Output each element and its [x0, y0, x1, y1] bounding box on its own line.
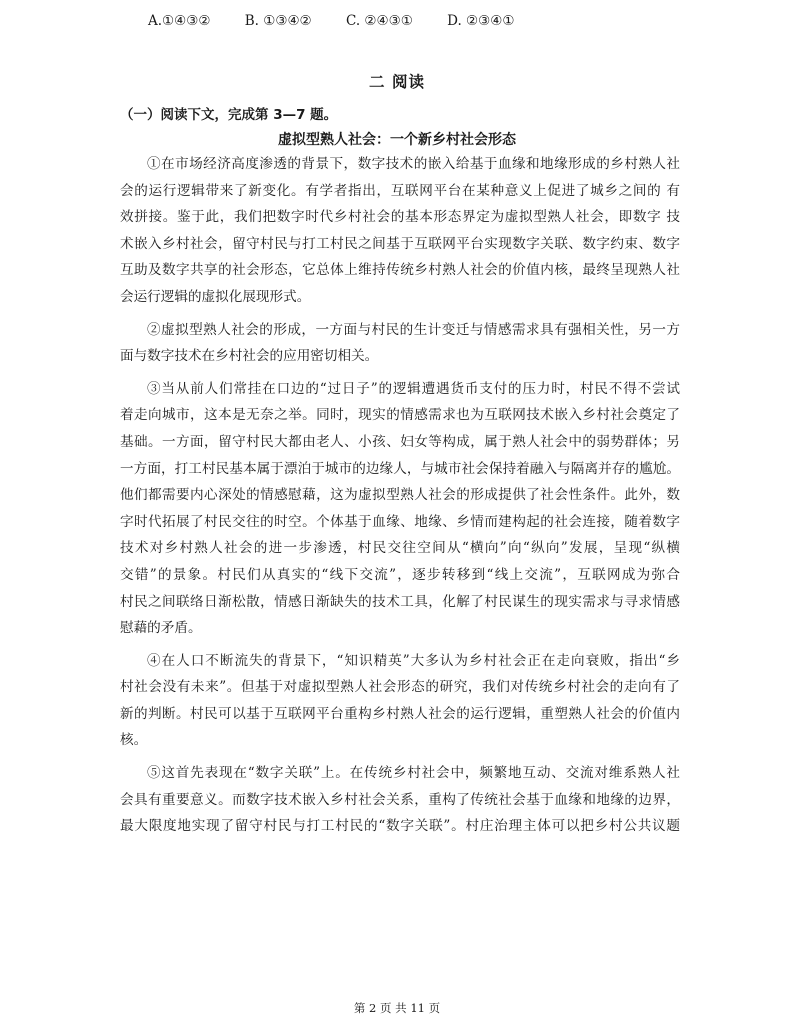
- paragraph-2: [120, 317, 680, 370]
- paragraph-line: 互助及数字共享的社会形态，它总体上维持传统乡村熟人社会的价值内核，最终呈现熟人社: [120, 262, 680, 279]
- article-title: 虚拟型熟人社会：一个新乡村社会形态: [278, 132, 516, 148]
- paragraph-line: 术嵌入乡村社会，留守村民与打工村民之间基于互联网平台实现数字关联、数字约束、数字: [120, 235, 680, 252]
- paragraph-line: 村社会没有未来”。但基于对虚拟型熟人社会形态的研究，我们对传统乡村社会的走向有了: [120, 679, 680, 696]
- section-title: 二 阅读: [369, 73, 425, 91]
- paragraph-4: [120, 648, 680, 754]
- paragraph-3: [120, 376, 680, 642]
- reading-instruction: （一）阅读下文，完成第 3—7 题。: [120, 107, 338, 123]
- paragraph-line: 着走向城市，这本是无奈之举。同时，现实的情感需求也为互联网技术嵌入乡村社会奠定了: [120, 407, 680, 424]
- option-c: C. ②④③①: [345, 13, 413, 29]
- paragraph-line: 基础。一方面，留守村民大都由老人、小孩、妇女等构成，属于熟人社会中的弱势群体；另: [120, 433, 680, 450]
- option-d: D. ②③④①: [447, 13, 515, 29]
- paragraph-1: [120, 151, 680, 311]
- paragraph-line: 慰藉的矛盾。: [120, 620, 202, 637]
- paragraph-line: ②虚拟型熟人社会的形成，一方面与村民的生计变迁与情感需求具有强相关性，另一方: [147, 321, 680, 338]
- paragraph-line: 一方面，打工村民基本属于漂泊于城市的边缘人，与城市社会保持着融入与隔离并存的尴尬。: [120, 460, 680, 477]
- paragraph-line: 村民之间联络日渐松散，情感日渐缺失的技术工具，化解了村民谋生的现实需求与寻求情感: [120, 593, 680, 610]
- paragraph-line: 面与数字技术在乡村社会的应用密切相关。: [120, 348, 379, 365]
- paragraph-line: 新的判断。村民可以基于互联网平台重构乡村熟人社会的运行逻辑，重塑熟人社会的价值内: [120, 705, 680, 722]
- paragraph-line: 会的运行逻辑带来了新变化。有学者指出，互联网平台在某种意义上促进了城乡之间的 有: [120, 182, 680, 199]
- paragraph-line: 核。: [120, 732, 148, 749]
- paragraph-line: 技术对乡村熟人社会的进一步渗透，村民交往空间从“横向”向“纵向”发展，呈现“纵横: [120, 540, 680, 557]
- page-footer: 第 2 页 共 11 页: [353, 1001, 441, 1015]
- paragraph-line: ①在市场经济高度渗透的背景下，数字技术的嵌入给基于血缘和地缘形成的乡村熟人社: [147, 156, 680, 172]
- option-b: B. ①③④②: [244, 13, 312, 29]
- article-body: [120, 151, 680, 840]
- paragraph-5: [120, 760, 680, 840]
- paragraph-line: ③当从前人们常挂在口边的“过日子”的逻辑遭遇货币支付的压力时，村民不得不尝试: [147, 380, 680, 397]
- paragraph-line: ⑤这首先表现在“数字关联”上。在传统乡村社会中，频繁地互动、交流对维系熟人社: [147, 765, 680, 782]
- paragraph-line: 效拼接。鉴于此，我们把数字时代乡村社会的基本形态界定为虚拟型熟人社会，即数字 技: [120, 209, 680, 226]
- paragraph-line: 最大限度地实现了留守村民与打工村民的“数字关联”。村庄治理主体可以把乡村公共议题: [120, 818, 680, 835]
- paragraph-line: 字时代拓展了村民交往的时空。个体基于血缘、地缘、乡情而建构起的社会连接，随着数字: [120, 513, 680, 530]
- paragraph-line: 他们都需要内心深处的情感慰藉，这为虚拟型熟人社会的形成提供了社会性条件。此外，数: [120, 487, 680, 504]
- answer-options: [148, 13, 544, 29]
- paragraph-line: 交错”的景象。村民们从真实的“线下交流”，逐步转移到“线上交流”，互联网成为弥合: [120, 566, 680, 583]
- paragraph-line: ④在人口不断流失的背景下，“知识精英”大多认为乡村社会正在走向衰败，指出“乡: [147, 652, 680, 669]
- option-a: A.①④③②: [148, 13, 211, 29]
- paragraph-line: 会具有重要意义。而数字技术嵌入乡村社会关系，重构了传统社会基于血缘和地缘的边界，: [120, 791, 680, 808]
- paragraph-line: 会运行逻辑的虚拟化展现形式。: [120, 288, 311, 305]
